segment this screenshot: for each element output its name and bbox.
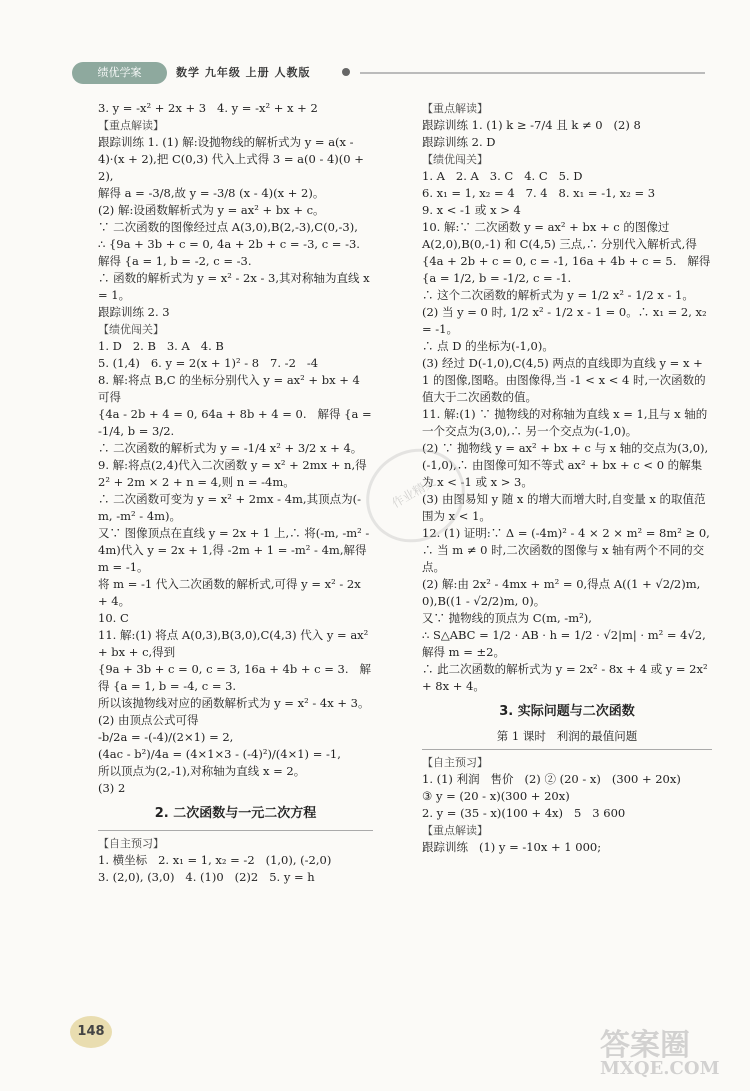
stamp-text: 作业精灵 bbox=[389, 474, 439, 511]
answer-line: 跟踪训练 2. D bbox=[422, 135, 496, 149]
answer-line: 又∵ 抛物线的顶点为 C(m, -m²), bbox=[422, 611, 592, 625]
answer-line: 跟踪训练 1. (1) 解:设抛物线的解析式为 y = a(x - 4)·(x + 2),把 C(0,3) 代入上式得 3 = a(0 - 4)(0 + 2), bbox=[98, 135, 368, 183]
answer-line: 10. C bbox=[98, 611, 129, 625]
answer-line: 1. A 2. A 3. C 4. C 5. D bbox=[422, 169, 583, 183]
watermark-text: 答案圈 bbox=[600, 1028, 690, 1063]
answer-line: ∴ {9a + 3b + c = 0, 4a + 2b + c = -3, c = -3. 解得 {a = 1, b = -2, c = -3. bbox=[98, 237, 371, 268]
right-column bbox=[422, 100, 715, 856]
answer-line: (2) 当 y = 0 时, 1/2 x² - 1/2 x - 1 = 0。∴ x₁ = 2, x₂ = -1。 bbox=[422, 305, 711, 336]
answer-line: ∴ 二次函数的解析式为 y = -1/4 x² + 3/2 x + 4。 bbox=[98, 441, 363, 455]
section-divider bbox=[422, 749, 712, 750]
answer-line: 将 m = -1 代入二次函数的解析式,可得 y = x² - 2x + 4。 bbox=[98, 577, 365, 608]
answer-line: 9. 解:将点(2,4)代入二次函数 y = x² + 2mx + n,得 2² + 2m × 2 + n = 4,则 n = -4m。 bbox=[98, 458, 371, 489]
header-rule bbox=[360, 72, 705, 74]
answer-line: 【重点解读】 bbox=[422, 102, 488, 115]
answer-line: 11. 解:(1) 将点 A(0,3),B(3,0),C(4,3) 代入 y = ax² + bx + c,得到 bbox=[98, 628, 372, 659]
answer-line: 12. (1) 证明:∵ Δ = (-4m)² - 4 × 2 × m² = 8m² ≥ 0, bbox=[422, 526, 710, 540]
answer-line: 【绩优闯关】 bbox=[422, 153, 488, 166]
answer-line: 解得 m = ±2。 bbox=[422, 645, 505, 659]
answer-line: (3) 2 bbox=[98, 781, 126, 795]
answer-line: {4a - 2b + 4 = 0, 64a + 8b + 4 = 0. 解得 {a = -1/4, b = 3/2. bbox=[98, 407, 376, 438]
answer-line: (2) 由顶点公式可得 bbox=[98, 713, 199, 727]
answer-line: 跟踪训练 (1) y = -10x + 1 000; bbox=[422, 840, 602, 854]
answer-line: ∴ 此二次函数的解析式为 y = 2x² - 8x + 4 或 y = 2x² + 8x + 4。 bbox=[422, 662, 712, 693]
answer-line: 【重点解读】 bbox=[98, 119, 164, 132]
answer-line: 1. (1) 利润 售价 (2) ② (20 - x) (300 + 20x) bbox=[422, 772, 681, 786]
answer-line: {9a + 3b + c = 0, c = 3, 16a + 4b + c = 3. 解得 {a = 1, b = -4, c = 3. bbox=[98, 662, 371, 693]
answer-line: 所以顶点为(2,-1),对称轴为直线 x = 2。 bbox=[98, 764, 306, 778]
answer-line: 跟踪训练 2. 3 bbox=[98, 305, 170, 319]
header-dot bbox=[342, 68, 350, 76]
section-title-left: 2. 二次函数与一元二次方程 bbox=[154, 806, 317, 821]
answer-line: 6. x₁ = 1, x₂ = 4 7. 4 8. x₁ = -1, x₂ = 3 bbox=[422, 186, 656, 200]
answer-line: 3. y = -x² + 2x + 3 4. y = -x² + x + 2 bbox=[98, 101, 318, 115]
answer-line: ③ y = (20 - x)(300 + 20x) bbox=[422, 789, 570, 803]
answer-line: 9. x < -1 或 x > 4 bbox=[422, 203, 521, 217]
answer-line: 所以该抛物线对应的函数解析式为 y = x² - 4x + 3。 bbox=[98, 696, 370, 710]
answer-line: (2) 解:设函数解析式为 y = ax² + bx + c。 bbox=[98, 203, 325, 217]
answer-line: 10. 解:∵ 二次函数 y = ax² + bx + c 的图像过 A(2,0),B(0,-1) 和 C(4,5) 三点,∴ 分别代入解析式,得 bbox=[422, 220, 697, 251]
answer-line: ∴ 二次函数可变为 y = x² + 2mx - 4m,其顶点为(-m, -m² - 4m)。 bbox=[98, 492, 361, 523]
header bbox=[72, 58, 357, 86]
left-column bbox=[98, 100, 376, 886]
answer-line: -b/2a = -(-4)/(2×1) = 2, bbox=[98, 730, 234, 744]
answer-line: 8. 解:将点 B,C 的坐标分别代入 y = ax² + bx + 4 可得 bbox=[98, 373, 364, 404]
series-badge: 绩优学案 bbox=[72, 62, 167, 84]
answer-line: (2) 解:由 2x² - 4mx + m² = 0,得点 A((1 + √2/2)m, 0),B((1 - √2/2)m, 0)。 bbox=[422, 577, 704, 608]
answer-line: 【自主预习】 bbox=[422, 756, 488, 769]
answer-line: ∴ 当 m ≠ 0 时,二次函数的图像与 x 轴有两个不同的交点。 bbox=[422, 543, 705, 574]
answer-line: ∴ S△ABC = 1/2 · AB · h = 1/2 · √2|m| · m² = 4√2, bbox=[422, 628, 706, 642]
answer-line: ∴ 这个二次函数的解析式为 y = 1/2 x² - 1/2 x - 1。 bbox=[422, 288, 694, 302]
answer-line: ∵ 二次函数的图像经过点 A(3,0),B(2,-3),C(0,-3), bbox=[98, 220, 358, 234]
answer-line: 解得 a = -3/8,故 y = -3/8 (x - 4)(x + 2)。 bbox=[98, 186, 325, 200]
answer-line: 2. y = (35 - x)(100 + 4x) 5 3 600 bbox=[422, 806, 626, 820]
answer-line: ∴ 点 D 的坐标为(-1,0)。 bbox=[422, 339, 554, 353]
page-number: 148 bbox=[70, 1016, 112, 1048]
section-divider bbox=[98, 830, 373, 831]
answer-line: {4a + 2b + c = 0, c = -1, 16a + 4b + c = 5. 解得 {a = 1/2, b = -1/2, c = -1. bbox=[422, 254, 715, 285]
answer-line: (3) 由图易知 y 随 x 的增大而增大时,自变量 x 的取值范围为 x < 1。 bbox=[422, 492, 706, 523]
answer-line: 跟踪训练 1. (1) k ≥ -7/4 且 k ≠ 0 (2) 8 bbox=[422, 118, 641, 132]
section-title-right: 3. 实际问题与二次函数 bbox=[499, 704, 635, 719]
answer-line: 又∵ 图像顶点在直线 y = 2x + 1 上,∴ 将(-m, -m² - 4m)代入 y = 2x + 1,得 -2m + 1 = -m² - 4m,解得 m = -1。 bbox=[98, 526, 373, 574]
answer-line: 11. 解:(1) ∵ 抛物线的对称轴为直线 x = 1,且与 x 轴的一个交点为(3,0),∴ 另一个交点为(-1,0)。 bbox=[422, 407, 708, 438]
answer-line: (3) 经过 D(-1,0),C(4,5) 两点的直线即为直线 y = x + 1 的图像,图略。由图像得,当 -1 < x < 4 时,一次函数的值大于二次函数的值。 bbox=[422, 356, 707, 404]
answer-line: 3. (2,0), (3,0) 4. (1)0 (2)2 5. y = h bbox=[98, 870, 315, 884]
answer-line: (4ac - b²)/4a = (4×1×3 - (-4)²)/(4×1) = -1, bbox=[98, 747, 341, 761]
watermark bbox=[600, 1020, 740, 1080]
answer-line: ∴ 函数的解析式为 y = x² - 2x - 3,其对称轴为直线 x = 1。 bbox=[98, 271, 374, 302]
answer-line: 【绩优闯关】 bbox=[98, 323, 164, 336]
answer-line: 【自主预习】 bbox=[98, 837, 164, 850]
book-info: 数学 九年级 上册 人教版 bbox=[176, 66, 311, 79]
answer-line: 1. 横坐标 2. x₁ = 1, x₂ = -2 (1,0), (-2,0) bbox=[98, 853, 332, 867]
answer-line: 1. D 2. B 3. A 4. B bbox=[98, 339, 224, 353]
watermark-url: MXQE.COM bbox=[600, 1058, 720, 1079]
answer-line: 【重点解读】 bbox=[422, 824, 488, 837]
answer-line: (2) ∵ 抛物线 y = ax² + bx + c 与 x 轴的交点为(3,0),(-1,0),∴ 由图像可知不等式 ax² + bx + c < 0 的解集为 x < -1 或 x > 3。 bbox=[422, 441, 709, 489]
lesson-subtitle: 第 1 课时 利润的最值问题 bbox=[496, 729, 638, 743]
answer-line: 5. (1,4) 6. y = 2(x + 1)² - 8 7. -2 -4 bbox=[98, 356, 319, 370]
